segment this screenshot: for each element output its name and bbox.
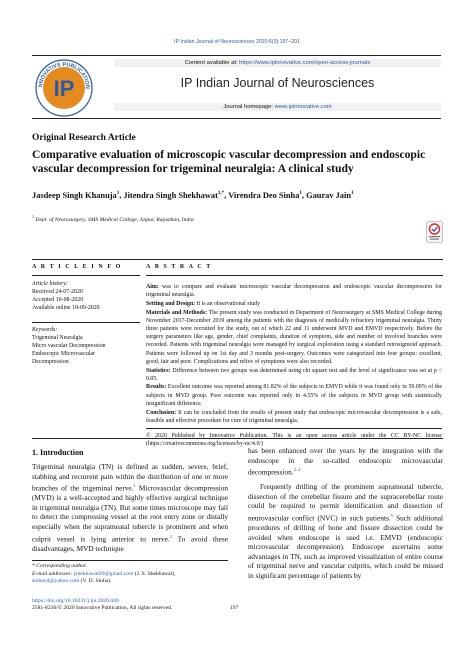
affiliation: $^1$ Dept. of Neurosurgery, SMS Medical College, Jaipur, Rajasthan, India [32, 214, 194, 223]
article-history: Article history: Received 24-07-2020 Accepted 10-08-2020 Available online 18-09-2020 [32, 280, 142, 312]
article-info-heading: A R T I C L E I N F O [32, 264, 122, 270]
abstract-conclusion: Conclusion: It can be concluded from the results of present study that endoscopic microvascular decompression is a safe, feasible and effective procedure for cure of trigeminal neuralgia. [146, 409, 442, 424]
journal-title: IP Indian Journal of Neurosciences [180, 76, 375, 90]
author-list: Jasdeep Singh Khanuja$^1$, Jitendra Singh Shekhawat$^{1,*}$, Virendra Deo Sinha$^1$, Gaurav Jain$^1$ [32, 190, 354, 200]
keywords-rule [32, 322, 140, 323]
abstract-rule [146, 275, 443, 276]
abstract-setting: Setting and Design: It is an observational study [146, 300, 261, 307]
abstract-aim: Aim: was to compare and evaluate microscopic vascular decompression and endoscopic vascular decompression for trigeminal neuralgia. [146, 284, 442, 299]
author-name: Virendra Deo Sinha [228, 190, 300, 200]
author-name: Jitendra Singh Shekhawat [123, 190, 218, 200]
citation-link[interactable]: 2–4 [293, 467, 301, 473]
copyright-line: 2581-8236/© 2020 Innovative Publication, All rights reserved. [32, 605, 173, 611]
author-name: Jasdeep Singh Khanuja [32, 190, 117, 200]
header-rule [32, 259, 443, 260]
citation-link[interactable]: 2 [169, 533, 173, 539]
author-name: Gaurav Jain [306, 190, 351, 200]
journal-banner [32, 55, 441, 119]
citation-link[interactable]: 5 [390, 512, 393, 518]
logo-text: NNOVATIVE PUBLICATION [37, 61, 91, 89]
license-statement: © 2020 Published by Innovative Publication. This is an open access article under the CC BY-NC license (https://creativecommons.org/licenses/by-nc/4.0/) [146, 428, 442, 448]
check-for-updates-icon[interactable] [426, 221, 443, 243]
keyword: Decompression [32, 359, 69, 366]
abstract-results: Results: Excellent outcome was reported among 81.82% of the subjects in EMVD while it was found only in 59.09% of the subjects in MVD group. Poor outcome was reported only in 4.55% of the subjects in MVD group with statistically insignificant difference. [146, 384, 442, 407]
abstract-bottom-rule [32, 438, 443, 439]
abstract-heading: A B S T R A C T [146, 264, 212, 270]
article-info-rule [32, 275, 140, 276]
article-title: Comparative evaluation of microscopic vascular decompression and endoscopic vascular decompression for trigeminal neuralgia: A clinical study [32, 148, 426, 175]
intro-left-column: Trigeminal neuralgia (TN) is defined as sudden, severe, brief, stabbing and recurrent pain within the distribution of one or more branches of the trigeminal nerve.$^1$ Microvascular decompression (MVD) is a well-accepted and highly effective surgical technique in trigeminal neuralgia (TN). But some times microscope may fail to detect the compressing vessel at the root entry zone or distally especially when the suprameatal tubercle is prominent and when culprit vessel is lying anterior to nerve.$^2$ To avoid these disadvantages, MVD technique [32, 462, 228, 553]
introduction-heading: 1. Introduction [32, 448, 84, 457]
article-type: Original Research Article [32, 133, 136, 143]
received-date: Received 24-07-2020 [32, 289, 83, 296]
homepage-link[interactable]: www.ipinnovative.com [274, 104, 332, 110]
running-head: IP Indian Journal of Neurosciences 2020;6(3):197–201 [174, 39, 300, 45]
keyword: Micro vascular Decompression [32, 343, 106, 350]
keywords: Keywords: Trigeminal Neuralgia Micro vascular Decompression Endoscopic Microvascular Decompression [32, 326, 142, 366]
publisher-logo [34, 58, 94, 118]
open-access-link[interactable]: https://www.ipinnovative.com/open-access-journals [239, 60, 371, 66]
abstract-body [146, 283, 442, 448]
email-link[interactable]: sinhavd@yahoo.com [32, 578, 80, 585]
keyword: Trigeminal Neuralgia [32, 335, 83, 342]
content-available: Content available at: https://www.ipinnovative.com/open-access-journals [114, 59, 441, 67]
logo-letters: IP [53, 76, 75, 101]
accepted-date: Accepted 10-08-2020 [32, 297, 84, 304]
journal-homepage: Journal homepage: www.ipinnovative.com [114, 103, 441, 111]
abstract-statistics: Statistics: Difference between two groups was determined using chi square test and the level of significance was set at p < 0.05. [146, 367, 442, 382]
citation-link[interactable]: 1 [133, 483, 136, 489]
intro-right-column: has been enhanced over the years by the integration with the endoscope in the so-called endoscopic microvascular decompression.$^{2-4}$ Frequently drilling of the prominent suprameatal tubercle, dissection of the cerebellar fissure and the supracerebellar route could be required to permit identification and dissection of neurovascular conflict (NVC) in such patients.$^5$ Such additional procedures of drilling of bone and fissure dissection could be avoided when endoscope is used i.e. EMVD (endoscopic microvascular decompression). Endoscope ascertains some advantages in TN, such as improved visualization of entire course of trigeminal nerve and vascular culprits, which could be missed in significant percentage of patients by [248, 446, 443, 580]
email-link[interactable]: jshekhawat99@gmail.com [73, 570, 134, 577]
page-number: 197 [230, 605, 239, 611]
doi-link[interactable]: https://doi.org/10.18231/j.ijn.2020.040 [32, 598, 119, 604]
abstract-methods: Materials and Methods: The present study was conducted in Department of Neurosurgery at SMS Medical College during November 2017-December 2019 among the patients with the diagnosis of medically refractory trigeminal neuralgia. Thirty three patients were recruited for the study, out of which 22 and 11 underwent MVD and EMVD respectively. Before the surgery parameters like age, gender, chief complaints, duration of symptom, side and number of involved branches were recorded. Patients with trigeminal neuralgia were managed by surgical exploration using a standard retrosigmoid approach. Patients were followed up on 1st day and 3 months post-surgery. Outcomes were categorized into four groups: excellent, good, fair and poor. Complications and relive of symptoms were also recorded. [146, 309, 442, 365]
keyword: Endoscopic Microvascular [32, 351, 95, 358]
banner-content [114, 56, 441, 118]
online-date: Available online 18-09-2020 [32, 305, 100, 312]
corresponding-footnote: * Corresponding author. E-mail addresses: jshekhawat99@gmail.com (J. S. Shekhawat), sinhavd@yahoo.com (V. D. Sinha). [32, 560, 228, 586]
